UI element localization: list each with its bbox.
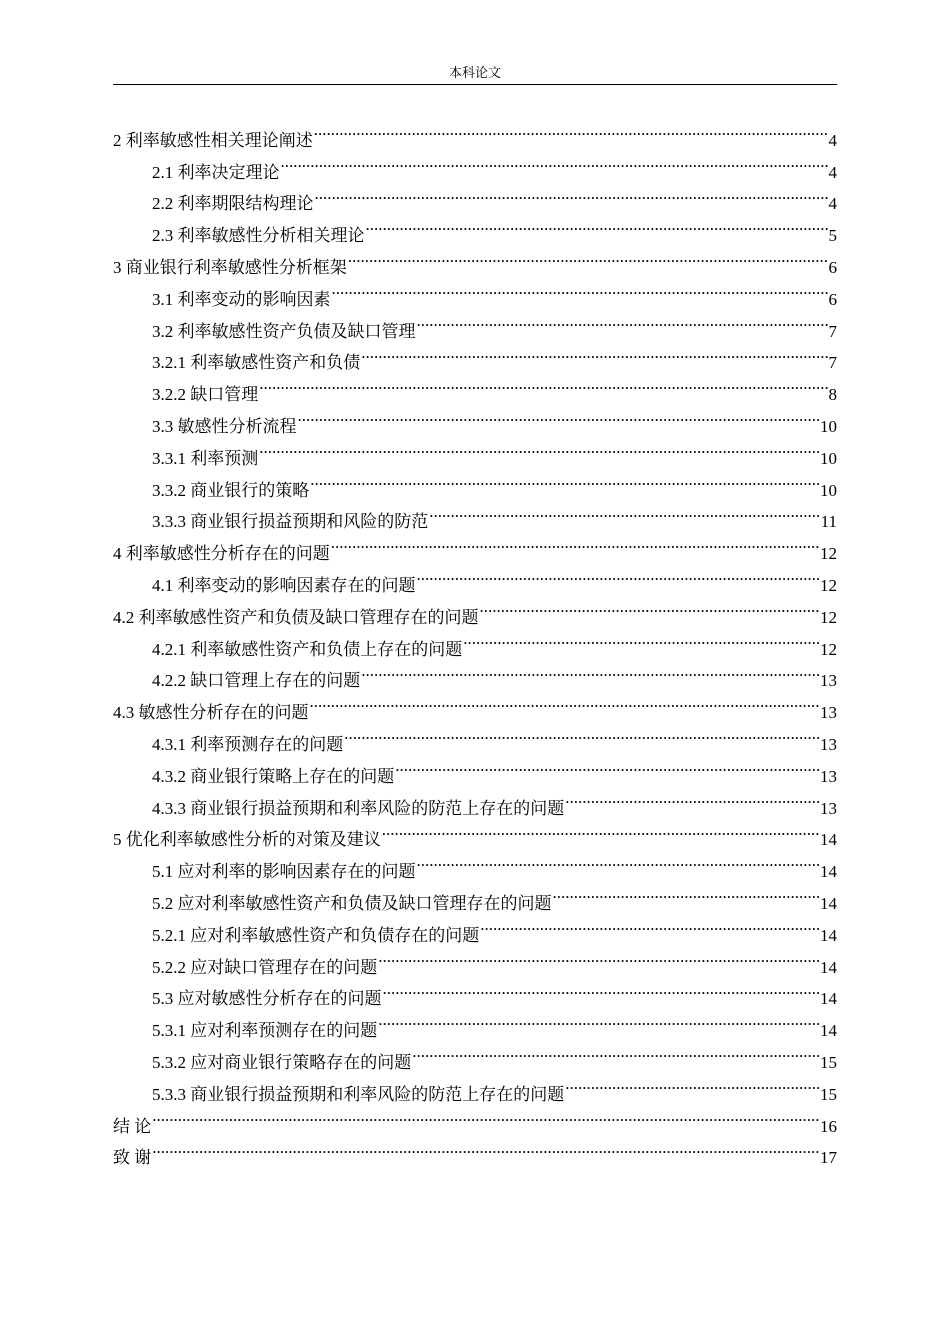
toc-entry[interactable] [113, 1100, 837, 1136]
toc-entry-page-number: 13 [820, 671, 837, 691]
toc-entry-title: 2 利率敏感性相关理论阐述 [113, 130, 313, 150]
table-of-contents [113, 114, 837, 1168]
toc-entry-title: 3.2.2 缺口管理 [152, 385, 259, 405]
toc-entry-page-number: 7 [828, 353, 837, 373]
toc-dot-leader [259, 368, 827, 400]
toc-entry-title: 4 利率敏感性分析存在的问题 [113, 544, 330, 564]
toc-entry-page-number: 13 [820, 703, 837, 723]
toc-dot-leader [395, 750, 819, 782]
toc-entry-page-number: 10 [820, 416, 837, 436]
toc-dot-leader [281, 146, 828, 178]
toc-entry-page-number: 13 [820, 766, 837, 786]
toc-dot-leader [378, 1004, 819, 1036]
header-title: 本科论文 [448, 65, 501, 80]
toc-entry-title: 3 商业银行利率敏感性分析框架 [113, 257, 347, 277]
toc-entry-title: 5.2 应对利率敏感性资产和负债及缺口管理存在的问题 [152, 893, 552, 913]
toc-entry-title: 3.2.1 利率敏感性资产和负债 [152, 353, 361, 373]
toc-entry-title: 5.3.2 应对商业银行策略存在的问题 [152, 1052, 412, 1072]
toc-dot-leader [417, 559, 820, 591]
toc-entry-page-number: 12 [820, 607, 837, 627]
toc-dot-leader [152, 1132, 819, 1164]
toc-entry-page-number: 14 [820, 925, 837, 945]
toc-entry-page-number: 14 [820, 830, 837, 850]
toc-entry-title: 5 优化利率敏感性分析的对策及建议 [113, 830, 381, 850]
toc-dot-leader [259, 432, 819, 464]
toc-entry-page-number: 6 [828, 257, 837, 277]
toc-dot-leader [310, 686, 820, 718]
toc-dot-leader [366, 209, 828, 241]
toc-entry-page-number: 10 [820, 480, 837, 500]
toc-entry-title: 4.3.2 商业银行策略上存在的问题 [152, 766, 395, 786]
toc-entry-title: 3.3.1 利率预测 [152, 448, 259, 468]
toc-entry-page-number: 8 [828, 385, 837, 405]
toc-entry-page-number: 13 [820, 798, 837, 818]
toc-entry-page-number: 14 [820, 957, 837, 977]
toc-dot-leader [331, 527, 819, 559]
toc-entry-page-number: 11 [820, 512, 837, 532]
toc-entry[interactable] [113, 114, 837, 150]
toc-dot-leader [361, 655, 819, 687]
toc-entry-title: 4.2.2 缺口管理上存在的问题 [152, 671, 361, 691]
toc-entry-title: 3.2 利率敏感性资产负债及缺口管理 [152, 321, 416, 341]
toc-entry-page-number: 17 [820, 1148, 837, 1168]
toc-entry-page-number: 14 [820, 989, 837, 1009]
toc-entry-page-number: 13 [820, 734, 837, 754]
toc-dot-leader [348, 241, 828, 273]
toc-entry-page-number: 4 [828, 130, 837, 150]
toc-dot-leader [565, 1068, 819, 1100]
toc-entry-title: 5.3.1 应对利率预测存在的问题 [152, 1021, 378, 1041]
toc-entry-page-number: 15 [820, 1052, 837, 1072]
toc-entry-title: 致 谢 [113, 1148, 152, 1168]
toc-dot-leader [382, 814, 819, 846]
toc-dot-leader [383, 973, 820, 1005]
toc-entry-page-number: 12 [820, 575, 837, 595]
toc-entry-title: 4.3.1 利率预测存在的问题 [152, 734, 344, 754]
toc-entry-page-number: 14 [820, 862, 837, 882]
toc-entry-title: 4.2.1 利率敏感性资产和负债上存在的问题 [152, 639, 463, 659]
toc-entry-page-number: 10 [820, 448, 837, 468]
toc-entry-page-number: 14 [820, 893, 837, 913]
toc-entry-title: 5.2.1 应对利率敏感性资产和负债存在的问题 [152, 925, 480, 945]
toc-dot-leader [332, 273, 828, 305]
toc-entry-title: 3.3.3 商业银行损益预期和风险的防范 [152, 512, 429, 532]
toc-entry-title: 5.2.2 应对缺口管理存在的问题 [152, 957, 378, 977]
toc-entry-title: 5.1 应对利率的影响因素存在的问题 [152, 862, 416, 882]
toc-dot-leader [378, 941, 819, 973]
toc-dot-leader [361, 337, 827, 369]
toc-dot-leader [412, 1036, 819, 1068]
toc-dot-leader [310, 464, 819, 496]
toc-entry-title: 5.3 应对敏感性分析存在的问题 [152, 989, 382, 1009]
toc-entry-title: 2.2 利率期限结构理论 [152, 194, 314, 214]
toc-dot-leader [565, 782, 819, 814]
toc-dot-leader [314, 114, 828, 146]
toc-entry-page-number: 16 [820, 1116, 837, 1136]
toc-dot-leader [463, 623, 819, 655]
toc-dot-leader [298, 400, 820, 432]
toc-entry-title: 2.3 利率敏感性分析相关理论 [152, 226, 365, 246]
toc-entry-page-number: 14 [820, 1021, 837, 1041]
toc-entry-page-number: 5 [828, 226, 837, 246]
toc-entry-title: 结 论 [113, 1116, 152, 1136]
toc-dot-leader [417, 845, 820, 877]
toc-entry-title: 2.1 利率决定理论 [152, 162, 280, 182]
toc-entry-page-number: 15 [820, 1084, 837, 1104]
page-header [113, 62, 837, 85]
toc-entry[interactable] [113, 1132, 837, 1168]
toc-entry-page-number: 7 [828, 321, 837, 341]
toc-entry-title: 3.3 敏感性分析流程 [152, 416, 297, 436]
toc-entry-title: 4.1 利率变动的影响因素存在的问题 [152, 575, 416, 595]
toc-entry-page-number: 4 [828, 162, 837, 182]
toc-entry-title: 3.1 利率变动的影响因素 [152, 289, 331, 309]
toc-dot-leader [429, 496, 819, 528]
toc-entry-page-number: 12 [820, 544, 837, 564]
toc-entry-title: 4.2 利率敏感性资产和负债及缺口管理存在的问题 [113, 607, 479, 627]
toc-dot-leader [417, 305, 828, 337]
toc-entry-page-number: 6 [828, 289, 837, 309]
toc-entry-page-number: 12 [820, 639, 837, 659]
toc-entry-page-number: 4 [828, 194, 837, 214]
toc-entry-title: 5.3.3 商业银行损益预期和利率风险的防范上存在的问题 [152, 1084, 565, 1104]
toc-entry-title: 4.3 敏感性分析存在的问题 [113, 703, 309, 723]
toc-dot-leader [344, 718, 819, 750]
toc-dot-leader [480, 909, 819, 941]
toc-dot-leader [480, 591, 820, 623]
toc-dot-leader [553, 877, 820, 909]
toc-entry-title: 4.3.3 商业银行损益预期和利率风险的防范上存在的问题 [152, 798, 565, 818]
toc-dot-leader [152, 1100, 819, 1132]
toc-dot-leader [315, 178, 828, 210]
toc-entry-title: 3.3.2 商业银行的策略 [152, 480, 310, 500]
